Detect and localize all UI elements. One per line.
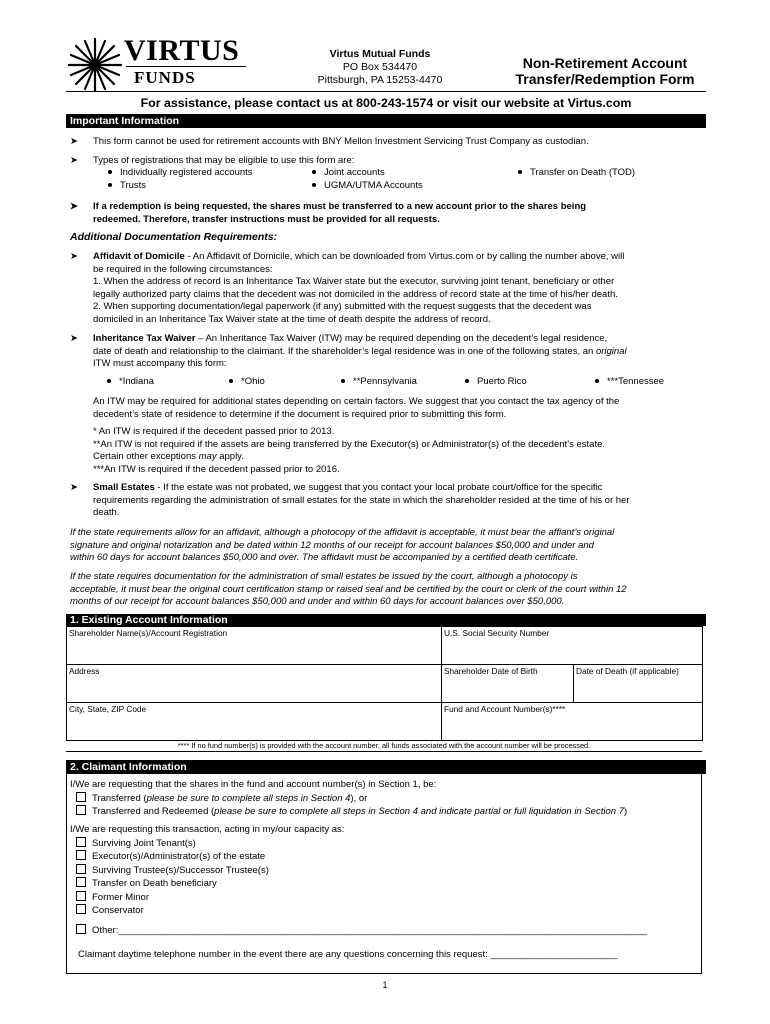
arrow-bullet-icon: ➤ xyxy=(70,251,78,262)
company-address xyxy=(300,48,460,87)
address-field[interactable]: Address xyxy=(66,664,442,703)
capacity-checkbox[interactable] xyxy=(76,891,86,901)
itw-state-list xyxy=(93,376,713,390)
capacity-option[interactable]: Transfer on Death beneficiary xyxy=(76,877,376,890)
transferred-checkbox[interactable] xyxy=(76,792,86,802)
capacity-list xyxy=(76,837,376,917)
other-checkbox[interactable] xyxy=(76,924,86,934)
header-rule xyxy=(66,91,706,92)
itw-title: Inheritance Tax Waiver xyxy=(93,333,196,344)
reg-type-item: Individually registered accounts xyxy=(108,167,253,180)
request-line: I/We are requesting that the shares in the fund and account number(s) in Section 1, be: xyxy=(70,779,437,790)
reg-type-item: Trusts xyxy=(108,180,146,193)
domicile-block: ➤ Affidavit of Domicile - An Affidavit of Domicile, which can be downloaded from Virtus.com or by calling the number above, will be required in the following circumstances: 1. When the address of record is an Inheritance Tax Waiver state but the executor, surviving joint tenant, beneficiary or other legally authorized party claims that the decedent was not domiciled in the address of record state at the time of his/her death. 2. When supporting documentation/legal paperwork (if any) submitted with the request suggests that the decedent was domiciled in an Inheritance Tax Waiver state at the time of death despite the address of record. xyxy=(70,251,625,325)
itw-block: ➤ Inheritance Tax Waiver – An Inheritance Tax Waiver (ITW) may be required depending on the decedent’s legal residence, date of death and relationship to the claimant. If the shareholder’s legal residence was in one of the following states, an original ITW must accompany this form: xyxy=(70,333,627,370)
logo-name: VIRTUS xyxy=(124,34,240,67)
capacity-checkbox[interactable] xyxy=(76,877,86,887)
state-item: *Ohio xyxy=(229,376,265,389)
capacity-line: I/We are requesting this transaction, acting in my/our capacity as: xyxy=(70,824,345,835)
addl-doc-heading: Additional Documentation Requirements: xyxy=(70,231,278,243)
court-paragraph: If the state requires documentation for the administration of small estates be issued by the court, although a photocopy is acceptable, it must bear the original court certification stamp or raised seal and be certified by the court or clerk of the court within 12 months of our receipt for account balances $50,000 and under and within 60 days for account balances over $50,000. xyxy=(70,571,627,608)
sunburst-icon xyxy=(66,36,124,94)
capacity-checkbox[interactable] xyxy=(76,850,86,860)
city-state-zip-field[interactable]: City, State, ZIP Code xyxy=(66,702,442,741)
state-item: **Pennsylvania xyxy=(341,376,417,389)
virtus-logo xyxy=(66,36,246,94)
claimant-phone-line[interactable]: Claimant daytime telephone number in the event there are any questions concerning this request: ________________________ xyxy=(78,949,618,960)
section1-footnote: **** If no fund number(s) is provided with the account number, all funds associated with the account number will be processed. xyxy=(66,741,702,752)
section2-bar: 2. Claimant Information xyxy=(66,760,706,774)
arrow-bullet-icon: ➤ xyxy=(70,136,78,147)
small-estates-block: ➤ Small Estates - If the estate was not probated, we suggest that you contact your local probate court/office for the specific requirements regarding the administration of small estates for the state in which the shareholder resided at the time of his or her death. xyxy=(70,482,630,519)
arrow-bullet-icon: ➤ xyxy=(70,482,78,493)
dob-field[interactable]: Shareholder Date of Birth xyxy=(441,664,574,703)
reg-type-item: UGMA/UTMA Accounts xyxy=(312,180,423,193)
capacity-checkbox[interactable] xyxy=(76,864,86,874)
company-name: Virtus Mutual Funds xyxy=(329,48,431,60)
capacity-option[interactable]: Former Minor xyxy=(76,891,376,904)
reg-type-list xyxy=(100,167,700,195)
arrow-bullet-icon: ➤ xyxy=(70,155,78,166)
logo-rule xyxy=(126,66,246,67)
state-item: Puerto Rico xyxy=(465,376,527,389)
po-box: PO Box 534470 xyxy=(342,61,418,73)
affidavit-paragraph: If the state requirements allow for an affidavit, although a photocopy of the affidavit is acceptable, it must bear the affiant’s original signature and original notarization and be dated within 12 months of our receipt for account balances $50,000 and under and within 60 days for account balances $50,000 and over. The affidavit must be accompanied by a certified death certificate. xyxy=(70,527,615,564)
form-title-line2: Transfer/Redemption Form xyxy=(515,71,695,87)
capacity-option[interactable]: Surviving Joint Tenant(s) xyxy=(76,837,376,850)
domicile-title: Affidavit of Domicile xyxy=(93,251,185,262)
important-line2: ➤ Types of registrations that may be eligible to use this form are: xyxy=(70,155,355,166)
small-estates-title: Small Estates xyxy=(93,482,155,493)
dod-field[interactable]: Date of Death (if applicable) xyxy=(573,664,703,703)
assistance-line: For assistance, please contact us at 800-243-1574 or visit our website at Virtus.com xyxy=(140,96,632,110)
transferred-redeemed-checkbox[interactable] xyxy=(76,805,86,815)
capacity-option[interactable]: Executor(s)/Administrator(s) of the estate xyxy=(76,850,376,863)
arrow-bullet-icon: ➤ xyxy=(70,201,78,212)
section1-bar: 1. Existing Account Information xyxy=(66,614,706,626)
option-transferred-redeemed[interactable]: Transferred and Redeemed (please be sure to complete all steps in Section 4 and indicate partial or full liquidation in Section 7) xyxy=(76,805,627,819)
state-item: *Indiana xyxy=(107,376,154,389)
fund-account-field[interactable]: Fund and Account Number(s)**** xyxy=(441,702,703,741)
option-transferred[interactable]: Transferred (please be sure to complete all steps in Section 4), or xyxy=(76,792,367,806)
itw-additional: An ITW may be required for additional states depending on certain factors. We suggest that you contact the tax agency of the decedent’s state of residence to determine if the document is required prior to submitting this form. xyxy=(93,396,620,420)
capacity-option[interactable]: Surviving Trustee(s)/Successor Trustee(s) xyxy=(76,864,376,877)
capacity-checkbox[interactable] xyxy=(76,904,86,914)
arrow-bullet-icon: ➤ xyxy=(70,333,78,344)
logo-sub: FUNDS xyxy=(134,68,196,87)
capacity-checkbox[interactable] xyxy=(76,837,86,847)
other-option[interactable] xyxy=(76,924,700,938)
ssn-field[interactable]: U.S. Social Security Number xyxy=(441,626,703,665)
itw-notes: * An ITW is required if the decedent passed prior to 2013. **An ITW is not required if the assets are being transferred by the Executor(s) or Administrator(s) of the decedent’s estate. Certain other exceptions may apply. ***An ITW is required if the decedent passed prior to 2016. xyxy=(93,426,606,475)
form-title xyxy=(505,55,705,87)
capacity-option[interactable]: Conservator xyxy=(76,904,376,917)
reg-type-item: Transfer on Death (TOD) xyxy=(518,167,635,180)
reg-type-item: Joint accounts xyxy=(312,167,385,180)
shareholder-name-field[interactable]: Shareholder Name(s)/Account Registration xyxy=(66,626,442,665)
page-number: 1 xyxy=(382,980,388,990)
important-info-bar: Important Information xyxy=(66,114,706,128)
redemption-note: ➤ If a redemption is being requested, the shares must be transferred to a new account prior to the shares being redeemed. Therefore, transfer instructions must be provided for all requests. xyxy=(70,201,587,225)
other-field[interactable]: Other:____________________________________________________________________________________________________ xyxy=(92,925,647,936)
state-item: ***Tennessee xyxy=(595,376,664,389)
form-title-line1: Non-Retirement Account xyxy=(522,55,688,71)
city-line: Pittsburgh, PA 15253-4470 xyxy=(317,74,443,86)
important-line1: ➤ This form cannot be used for retirement accounts with BNY Mellon Investment Servicing Trust Company as custodian. xyxy=(70,136,589,147)
